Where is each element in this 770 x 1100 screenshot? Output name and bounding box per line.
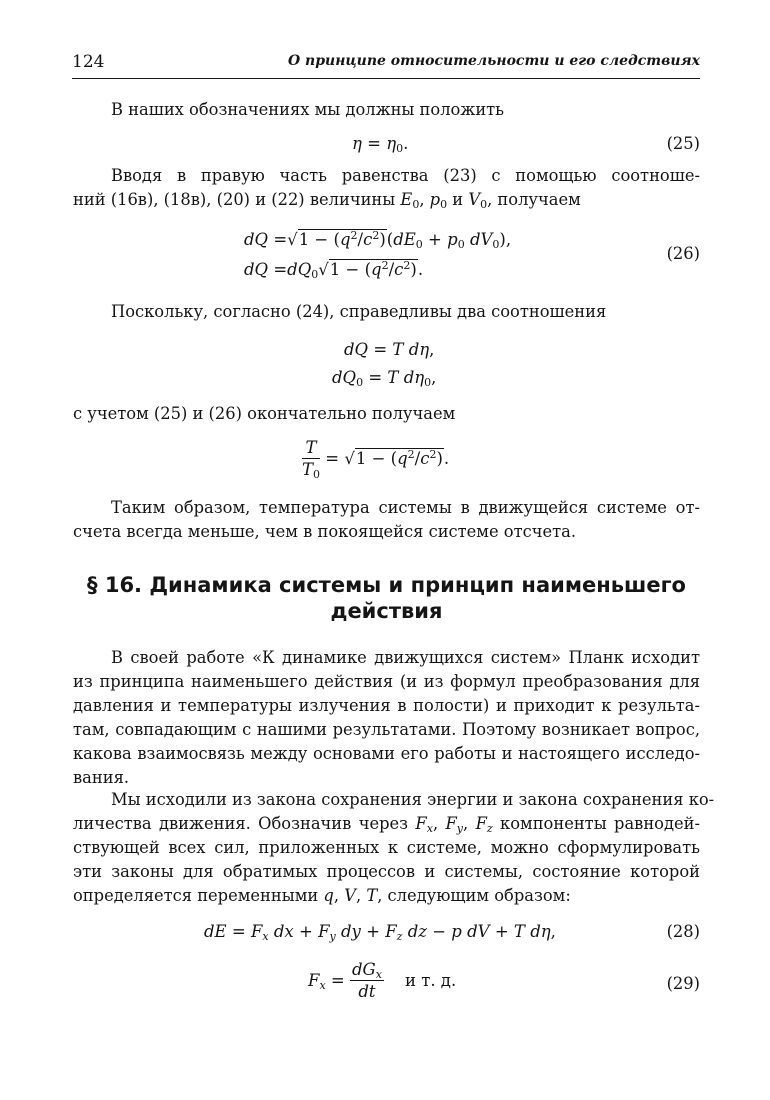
- paragraph-line: там, совпадающим с нашими результатами. Поэтому возникает вопрос,: [73, 720, 700, 739]
- paragraph-line: Поскольку, согласно (24), справедливы два соотношения: [111, 302, 607, 321]
- paragraph-line: ствующей всех сил, приложенных к системе, можно сформулировать: [73, 838, 700, 857]
- section-heading: § 16. Динамика системы и принцип наименьшего: [87, 573, 686, 597]
- equation-number-25: (25): [666, 134, 700, 153]
- equation-number-29: (29): [666, 974, 700, 993]
- paragraph-line: В своей работе «К динамике движущихся систем» Планк исходит: [111, 648, 700, 667]
- page-number: 124: [72, 52, 105, 72]
- paragraph-line: с учетом (25) и (26) окончательно получаем: [73, 404, 456, 423]
- equation-29: $F_x$ = $\frac{dG_x}{dt}$ и т. д.: [308, 960, 457, 1001]
- running-header: [72, 52, 700, 79]
- equation-26-line-2: dQ $=dQ_0√1 - (q^2/c^2)$.: [244, 259, 424, 281]
- paragraph-line: счета всегда меньше, чем в покоящейся системе отсчета.: [73, 522, 576, 541]
- equation-28: dE = $F_x$ dx + $F_y$ dy + $F_z$ dz − p dV + T dη,: [204, 922, 556, 943]
- paragraph-line: В наших обозначениях мы должны положить: [111, 100, 505, 119]
- equation-number-28: (28): [666, 922, 700, 941]
- equation-number-26: (26): [666, 244, 700, 263]
- equation-26-line-1: dQ $=√1 - (q^2/c^2)(dE_0 + p_0$ $dV_0$),: [244, 229, 512, 251]
- paragraph-line: определяется переменными q, V, T, следующим образом:: [73, 886, 571, 905]
- equation-dq0: $dQ_0 = T$ $d\eta_0$,: [332, 368, 437, 389]
- equation-temperature-ratio: $\frac{T}{T_0}$ = $√1 - (q^2/c^2)$.: [302, 438, 450, 481]
- paragraph-line: Таким образом, температура системы в движущейся системе от-: [111, 498, 700, 517]
- paragraph-line: Мы исходили из закона сохранения энергии и закона сохранения ко-: [111, 790, 715, 809]
- paragraph-line: вания.: [73, 768, 130, 787]
- paragraph-line: какова взаимосвязь между основами его работы и настоящего исследо-: [73, 744, 700, 763]
- paragraph-line: ний (16в), (18в), (20) и (22) величины $E_0$, $p_0$ и $V_0$, получаем: [73, 190, 581, 211]
- equation-dq: dQ = T dη,: [344, 340, 435, 359]
- paragraph-line: давления и температуры излучения в полости) и приходит к результа-: [73, 696, 700, 715]
- paragraph-line: эти законы для обратимых процессов и системы, состояние которой: [73, 862, 700, 881]
- running-title: О принципе относительности и его следствиях: [287, 53, 700, 69]
- paragraph-line: личества движения. Обозначив через $F_x$, $F_y$, $F_z$ компоненты равнодей-: [73, 814, 700, 835]
- equation-25: $\eta = \eta_0$.: [352, 134, 409, 155]
- section-heading: действия: [330, 599, 443, 623]
- paragraph-line: Вводя в правую часть равенства (23) с помощью соотноше-: [111, 166, 700, 185]
- paragraph-line: из принципа наименьшего действия (и из формул преобразования для: [73, 672, 700, 691]
